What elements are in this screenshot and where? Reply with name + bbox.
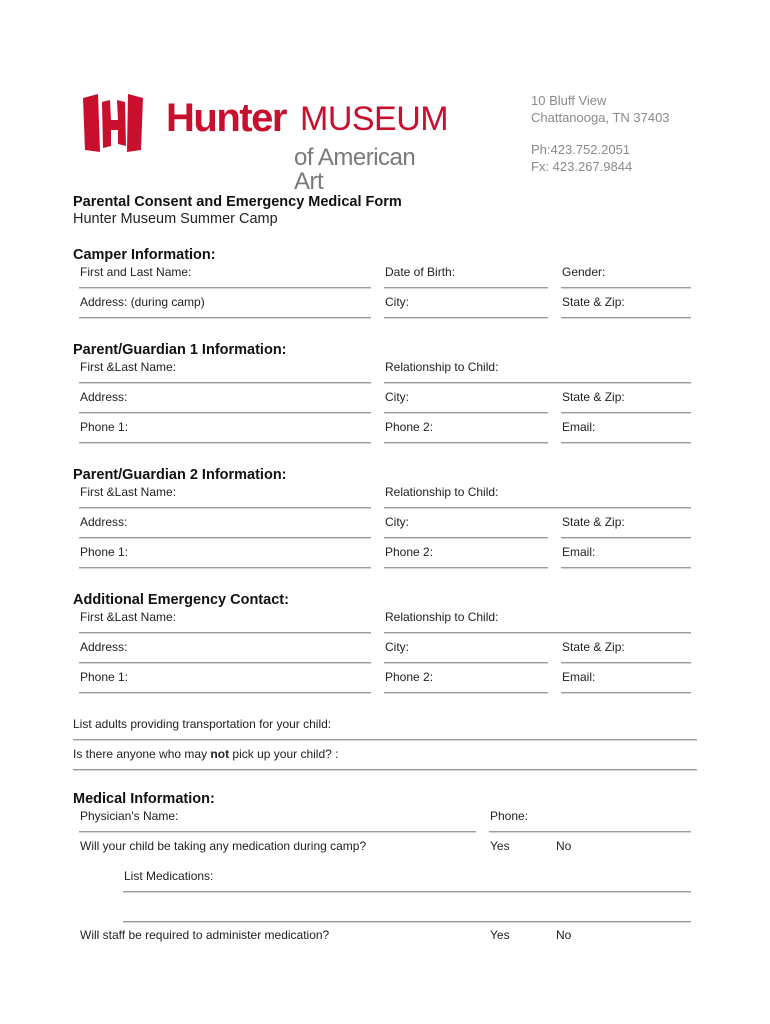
emergency-city-field[interactable] (384, 662, 548, 664)
guardian2-address-label: Address: (80, 515, 128, 529)
pickup-label-bold: not (210, 747, 230, 761)
guardian2-state-zip-label: State & Zip: (562, 515, 625, 529)
physician-name-field[interactable] (79, 831, 476, 833)
camper-dob-label: Date of Birth: (385, 265, 456, 279)
list-medications-field-1[interactable] (123, 891, 691, 893)
guardian2-relationship-field[interactable] (384, 507, 691, 509)
logo-hunter-text: Hunter (166, 96, 286, 140)
camper-address-field[interactable] (79, 317, 371, 319)
camper-dob-field[interactable] (384, 287, 548, 289)
emergency-address-label: Address: (80, 640, 128, 654)
guardian1-phone1-field[interactable] (79, 442, 371, 444)
emergency-name-label: First &Last Name: (80, 610, 177, 624)
guardian2-name-label: First &Last Name: (80, 485, 177, 499)
emergency-email-label: Email: (562, 670, 596, 684)
guardian1-relationship-field[interactable] (384, 382, 691, 384)
emergency-phone2-field[interactable] (384, 692, 548, 694)
transport-adults-field[interactable] (73, 739, 697, 741)
guardian2-phone1-label: Phone 1: (80, 545, 129, 559)
museum-fax: Fx: 423.267.9844 (531, 158, 633, 174)
list-medications-label: List Medications: (124, 869, 214, 883)
guardian2-name-field[interactable] (79, 507, 371, 509)
physician-phone-label: Phone: (490, 809, 529, 823)
guardian1-city-field[interactable] (384, 412, 548, 414)
emergency-state-zip-label: State & Zip: (562, 640, 625, 654)
guardian2-email-field[interactable] (561, 567, 691, 569)
guardian2-section-heading: Parent/Guardian 2 Information: (73, 467, 287, 483)
staff-administer-yes-option[interactable]: Yes (490, 928, 510, 942)
logo-subtitle-text: of American Art (294, 144, 416, 195)
guardian1-section-heading: Parent/Guardian 1 Information: (73, 342, 287, 358)
emergency-state-zip-field[interactable] (561, 662, 691, 664)
guardian1-name-field[interactable] (79, 382, 371, 384)
camper-section-heading: Camper Information: (73, 247, 216, 263)
hunter-h-logo-icon (80, 92, 146, 154)
staff-administer-question-label: Will staff be required to administer medication? (80, 928, 330, 942)
guardian1-name-label: First &Last Name: (80, 360, 177, 374)
physician-name-label: Physician's Name: (80, 809, 179, 823)
emergency-name-field[interactable] (79, 632, 371, 634)
pickup-restriction-label (73, 747, 338, 761)
emergency-address-field[interactable] (79, 662, 371, 664)
guardian1-phone1-label: Phone 1: (80, 420, 129, 434)
camper-city-label: City: (385, 295, 409, 309)
camper-name-label: First and Last Name: (80, 265, 192, 279)
form-title: Parental Consent and Emergency Medical Form (73, 194, 402, 210)
address-line-2: Chattanooga, TN 37403 (531, 109, 670, 125)
medical-section-heading: Medical Information: (73, 791, 215, 807)
address-line-1: 10 Bluff View (531, 93, 607, 108)
hunter-museum-logo (80, 92, 449, 195)
form-subtitle: Hunter Museum Summer Camp (73, 211, 278, 227)
physician-phone-field[interactable] (489, 831, 691, 833)
guardian2-email-label: Email: (562, 545, 596, 559)
camper-gender-field[interactable] (561, 287, 691, 289)
camper-name-field[interactable] (79, 287, 371, 289)
guardian1-relationship-label: Relationship to Child: (385, 360, 499, 374)
camper-address-label: Address: (during camp) (80, 295, 205, 309)
camper-state-zip-field[interactable] (561, 317, 691, 319)
camper-city-field[interactable] (384, 317, 548, 319)
emergency-relationship-field[interactable] (384, 632, 691, 634)
medication-question-label: Will your child be taking any medication during camp? (80, 839, 367, 853)
guardian2-city-label: City: (385, 515, 409, 529)
camper-gender-label: Gender: (562, 265, 606, 279)
emergency-section-heading: Additional Emergency Contact: (73, 592, 289, 608)
pickup-label-prefix: Is there anyone who may (73, 747, 211, 761)
emergency-phone2-label: Phone 2: (385, 670, 434, 684)
museum-phone: Ph:423.752.2051 (531, 142, 631, 157)
guardian2-phone1-field[interactable] (79, 567, 371, 569)
guardian2-phone2-field[interactable] (384, 567, 548, 569)
guardian1-address-field[interactable] (79, 412, 371, 414)
guardian2-state-zip-field[interactable] (561, 537, 691, 539)
staff-administer-no-option[interactable]: No (556, 928, 572, 942)
emergency-email-field[interactable] (561, 692, 691, 694)
medication-yes-option[interactable]: Yes (490, 839, 510, 853)
guardian1-email-field[interactable] (561, 442, 691, 444)
emergency-phone1-label: Phone 1: (80, 670, 129, 684)
pickup-label-suffix: pick up your child? : (229, 747, 339, 761)
transport-adults-label: List adults providing transportation for your child: (73, 717, 332, 731)
pickup-restriction-field[interactable] (73, 769, 697, 771)
guardian2-address-field[interactable] (79, 537, 371, 539)
emergency-phone1-field[interactable] (79, 692, 371, 694)
guardian2-city-field[interactable] (384, 537, 548, 539)
museum-contact-info (531, 93, 670, 175)
logo-museum-text: MUSEUM (300, 100, 449, 138)
guardian1-phone2-label: Phone 2: (385, 420, 434, 434)
guardian1-city-label: City: (385, 390, 409, 404)
emergency-relationship-label: Relationship to Child: (385, 610, 499, 624)
guardian2-phone2-label: Phone 2: (385, 545, 434, 559)
guardian1-email-label: Email: (562, 420, 596, 434)
guardian1-phone2-field[interactable] (384, 442, 548, 444)
guardian2-relationship-label: Relationship to Child: (385, 485, 499, 499)
guardian1-address-label: Address: (80, 390, 128, 404)
guardian1-state-zip-label: State & Zip: (562, 390, 625, 404)
list-medications-field-2[interactable] (123, 921, 691, 923)
guardian1-state-zip-field[interactable] (561, 412, 691, 414)
emergency-city-label: City: (385, 640, 409, 654)
medication-no-option[interactable]: No (556, 839, 572, 853)
camper-state-zip-label: State & Zip: (562, 295, 625, 309)
